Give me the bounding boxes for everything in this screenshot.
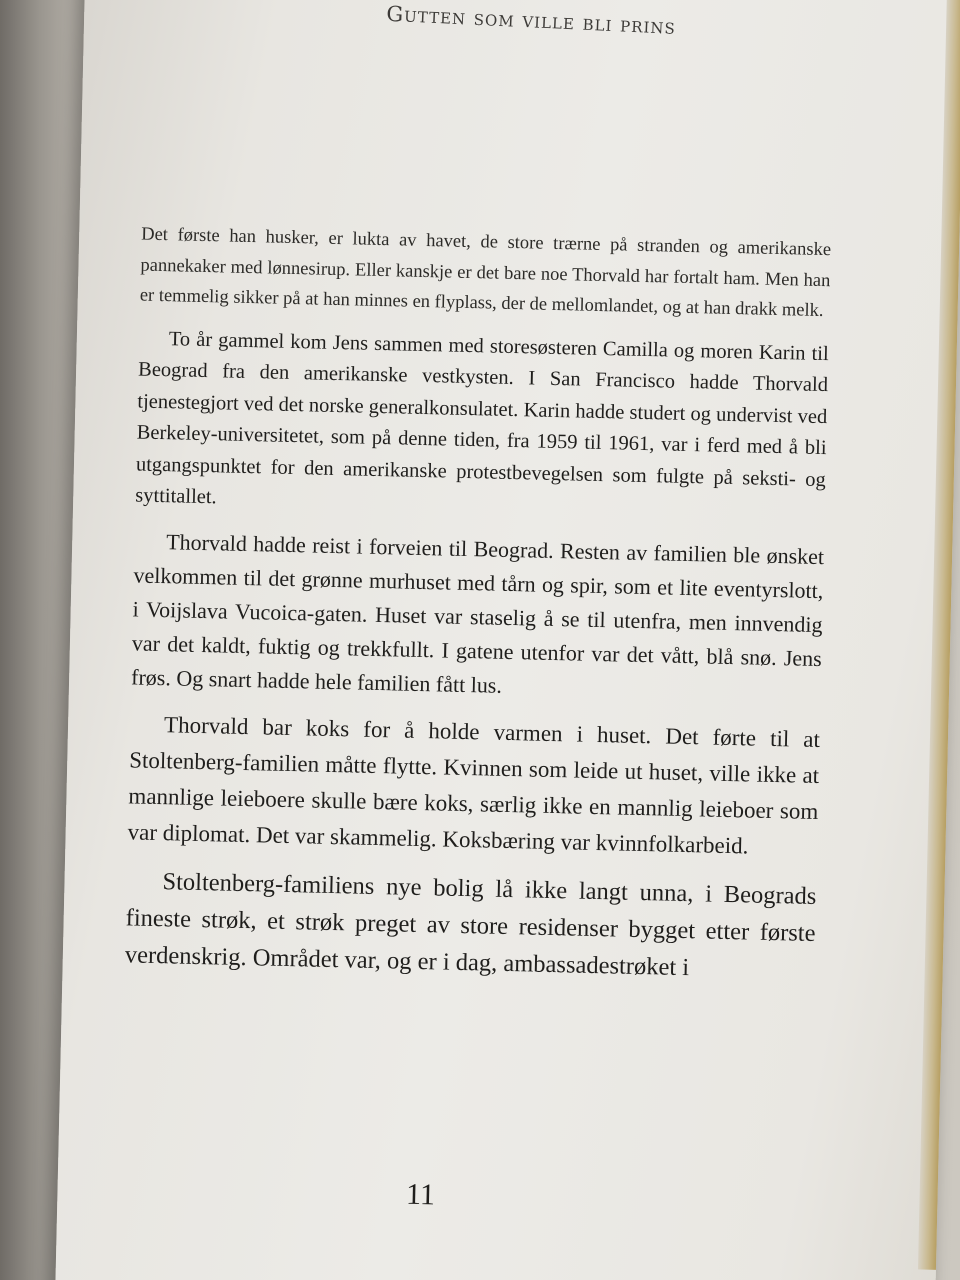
- page-number: 11: [405, 1177, 436, 1212]
- page-edge: [918, 0, 960, 1270]
- paragraph-2: To år gammel kom Jens sammen med storesøsteren Camilla og moren Karin til Beograd fra den amerikanske vestkysten. I San Francisco hadde Thorvald tjenestegjort ved det norske generalkonsulatet. Karin hadde studert og undervist ved Berkeley-universitetet, som på denne tiden, fra 1959 til 1961, var i ferd med å bli utgangspunktet for den amerikanske protestbevegelsen som fulgte på seksti- og syttitallet.: [135, 327, 829, 509]
- book-page: [55, 0, 960, 1280]
- paragraph-4: Thorvald bar koks for å holde varmen i huset. Det førte til at Stoltenberg-familien måtte flytte. Kvinnen som leide ut huset, ville ikke at mannlige leieboere skulle bære koks, særlig ikke en mannlig leieboer som var diplomat. Det var skammelig. Koksbæring var kvinnfolkarbeid.: [127, 711, 821, 858]
- paragraph-5: Stoltenberg-familiens nye bolig lå ikke langt unna, i Beograds fineste strøk, et strøk preget av store residenser bygget etter første verdenskrig. Området var, og er i dag, ambassadestrøket i: [124, 867, 817, 981]
- paragraph-1: Det første han husker, er lukta av havet, de store trærne på stranden og amerikanske pannekaker med lønnesirup. Eller kanskje er det bare noe Thorvald har fortalt ham. Men han er temmelig sikker på at han minnes en flyplass, der de mellomlandet, og at han drakk melk.: [139, 224, 832, 322]
- paragraph-3: Thorvald hadde reist i forveien til Beograd. Resten av familien ble ønsket velkommen til det grønne murhuset med tårn og spir, som et lite eventyrslott, i Voijslava Vucoica-gaten. Huset var staselig å se til utenfra, men innvendig var det kaldt, fuktig og trekkfullt. I gatene utenfor var det vått, blå snø. Jens frøs. Og snart hadde hele familien fått lus.: [130, 528, 825, 698]
- body-text: [124, 220, 831, 1001]
- running-head: Gutten som ville bli prins: [385, 1, 677, 39]
